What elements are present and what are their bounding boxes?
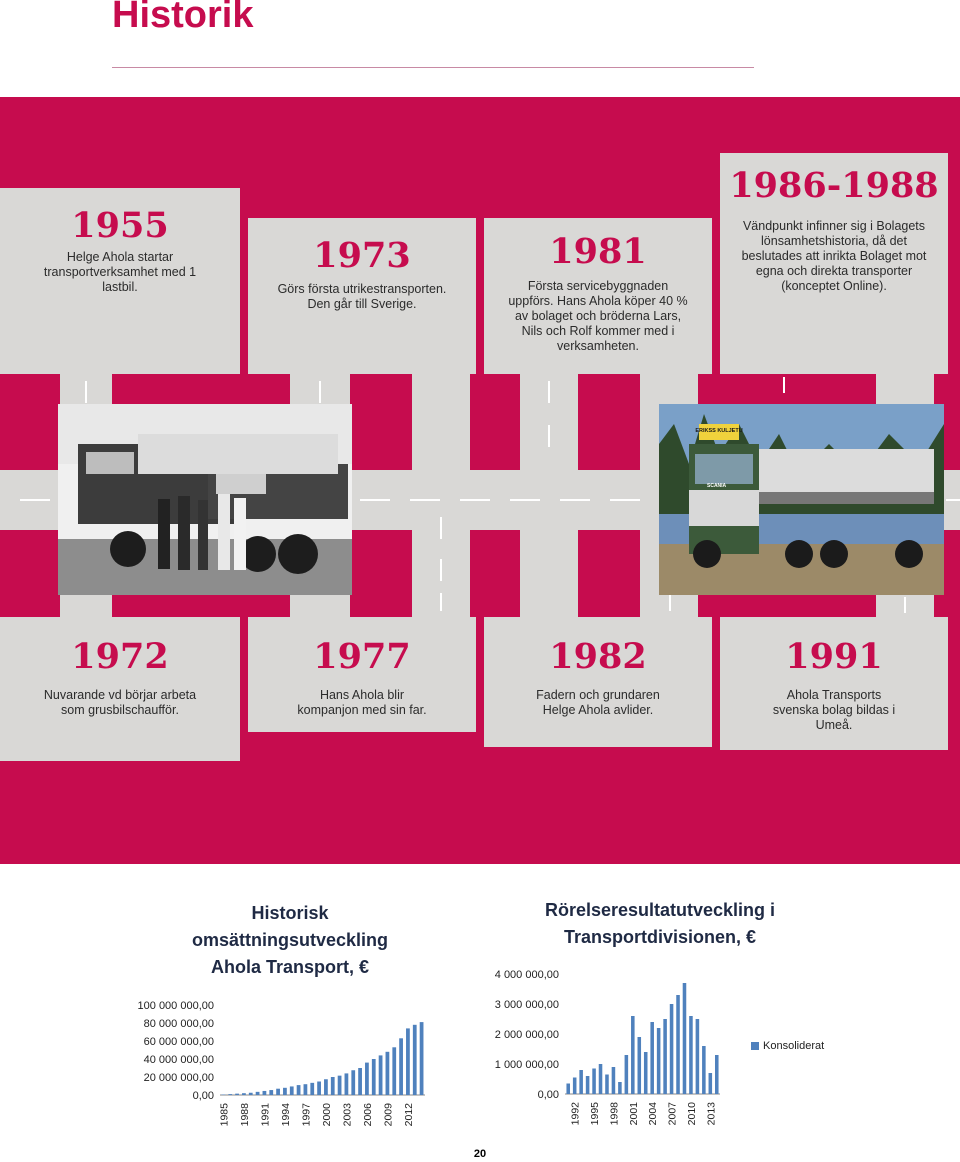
bar (351, 1070, 355, 1095)
bar (715, 1055, 719, 1094)
road-dash (440, 517, 442, 539)
revenue-title-line-1: Historisk (251, 903, 329, 923)
road-dash (946, 499, 960, 501)
y-tick-label: 60 000 000,00 (143, 1036, 214, 1048)
operating-result-chart-title (500, 897, 820, 951)
bar (573, 1078, 577, 1095)
bar (365, 1063, 369, 1095)
road-dash (460, 499, 490, 501)
vintage-trucks-photo (58, 404, 352, 595)
bar (304, 1084, 308, 1095)
timeline-text: Ahola Transports svenska bolag bildas i Umeå. (772, 688, 896, 732)
x-tick-label: 2010 (685, 1102, 698, 1126)
bar (618, 1082, 622, 1094)
timeline-year: 1973 (313, 235, 411, 276)
bar (331, 1077, 335, 1095)
bar (235, 1094, 239, 1095)
bar (413, 1025, 417, 1095)
bar (386, 1052, 390, 1095)
bar (592, 1069, 596, 1095)
timeline-text: Nuvarande vd börjar arbeta som grusbilschaufför. (43, 688, 197, 717)
bar (676, 995, 680, 1094)
x-tick-label: 1997 (300, 1103, 313, 1127)
y-tick-label: 20 000 000,00 (143, 1072, 214, 1084)
bar (228, 1094, 232, 1095)
road-dash (783, 377, 785, 393)
title-divider (112, 67, 754, 68)
legend-swatch (751, 1042, 759, 1050)
bar (324, 1079, 328, 1095)
y-tick-label: 3 000 000,00 (494, 999, 559, 1011)
x-tick-label: 1998 (608, 1102, 621, 1126)
road-dash (85, 381, 87, 403)
bar (310, 1083, 314, 1095)
bar (650, 1022, 654, 1094)
timeline-card-1973 (248, 218, 476, 374)
bar (709, 1073, 713, 1094)
timeline-card-1977 (248, 617, 476, 732)
road-dash (560, 499, 590, 501)
road-dash (548, 425, 550, 447)
bar (696, 1019, 700, 1094)
bar (256, 1092, 260, 1095)
operating-result-chart (475, 960, 855, 1132)
bar (702, 1046, 706, 1094)
bar (420, 1022, 424, 1095)
timeline-year: 1977 (313, 636, 411, 677)
bar (605, 1075, 609, 1095)
legend-label: Konsoliderat (763, 1040, 825, 1052)
bar (249, 1093, 253, 1095)
truck-sign-text: ERIKSS KULJETU (695, 428, 743, 434)
bar (263, 1091, 267, 1095)
timeline-card-1982 (484, 617, 712, 747)
x-tick-label: 1994 (279, 1103, 292, 1127)
bar (637, 1037, 641, 1094)
bar (644, 1052, 648, 1094)
page-title: Historik (112, 0, 254, 36)
road-dash (548, 381, 550, 403)
x-tick-label: 1995 (589, 1102, 602, 1126)
revenue-chart-title (130, 900, 450, 981)
road-dash (904, 597, 906, 613)
bar (599, 1064, 603, 1094)
bar (283, 1088, 287, 1095)
revenue-title-line-3: Ahola Transport, € (210, 957, 370, 977)
road-dash (610, 499, 640, 501)
x-tick-label: 2004 (647, 1102, 660, 1126)
timeline-year: 1986-1988 (729, 165, 939, 206)
x-tick-label: 2009 (382, 1103, 395, 1127)
bar (663, 1019, 667, 1094)
y-tick-label: 80 000 000,00 (143, 1018, 214, 1030)
bar (399, 1038, 403, 1095)
bar (317, 1082, 321, 1096)
timeline-text: Första servicebyggnaden uppförs. Hans Ahola köper 40 % av bolaget och bröderna Lars, Nils och Rolf kommer med i verksamheten. (508, 279, 688, 353)
x-tick-label: 2000 (320, 1103, 333, 1127)
y-tick-label: 2 000 000,00 (494, 1029, 559, 1041)
road-dash (669, 593, 671, 611)
timeline-text: Görs första utrikestransporten. Den går till Sverige. (277, 282, 447, 311)
y-tick-label: 1 000 000,00 (494, 1059, 559, 1071)
x-tick-label: 2001 (627, 1102, 640, 1126)
bar (670, 1004, 674, 1094)
bar (683, 983, 687, 1094)
bar (372, 1059, 376, 1095)
timeline-year: 1981 (549, 231, 647, 272)
x-tick-label: 1991 (259, 1103, 272, 1127)
bar (579, 1070, 583, 1094)
result-title-line-2: Transportdivisionen, € (563, 927, 757, 947)
revenue-chart (120, 990, 440, 1135)
revenue-title-line-2: omsättningsutveckling (191, 930, 389, 950)
result-title-line-1: Rörelseresultatutveckling i (544, 900, 776, 920)
timeline-card-1986-1988 (720, 153, 948, 374)
bar (566, 1084, 570, 1095)
road-dash (510, 499, 540, 501)
timeline-card-1981 (484, 218, 712, 374)
scania-truck-photo (659, 404, 944, 595)
bar (379, 1055, 383, 1095)
x-tick-label: 2013 (705, 1102, 718, 1126)
x-tick-label: 1992 (569, 1102, 582, 1126)
x-tick-label: 1988 (238, 1103, 251, 1127)
bar (345, 1073, 349, 1095)
road-vertical-4 (520, 367, 578, 617)
road-dash (360, 499, 390, 501)
x-tick-label: 2006 (361, 1103, 374, 1127)
x-tick-label: 2012 (402, 1103, 415, 1127)
timeline-text: Helge Ahola startar transportverksamhet med 1 lastbil. (43, 250, 197, 294)
bar (242, 1093, 246, 1095)
y-tick-label: 40 000 000,00 (143, 1054, 214, 1066)
bar (657, 1028, 661, 1094)
bar (612, 1067, 616, 1094)
timeline-card-1991 (720, 617, 948, 750)
bar (290, 1086, 294, 1095)
timeline-year: 1972 (71, 636, 169, 677)
y-tick-label: 4 000 000,00 (494, 969, 559, 981)
timeline-year: 1991 (785, 636, 883, 677)
road-dash (440, 593, 442, 611)
bar (406, 1028, 410, 1095)
x-tick-label: 2003 (341, 1103, 354, 1127)
y-tick-label: 0,00 (192, 1090, 214, 1102)
road-dash (20, 499, 50, 501)
road-dash (440, 559, 442, 581)
bar (297, 1085, 301, 1095)
bar (338, 1076, 342, 1095)
road-dash (319, 381, 321, 403)
bar (625, 1055, 629, 1094)
page-number: 20 (473, 1148, 487, 1160)
timeline-card-1972 (0, 617, 240, 761)
bar (276, 1089, 280, 1095)
bar (392, 1047, 396, 1095)
y-tick-label: 0,00 (537, 1089, 559, 1101)
bar (689, 1016, 693, 1094)
x-tick-label: 2007 (666, 1102, 679, 1126)
timeline-year: 1955 (71, 205, 169, 246)
timeline-card-1955 (0, 188, 240, 374)
svg-text:SCANIA (707, 483, 727, 489)
truck-grille-text: SCANIA (707, 483, 727, 489)
timeline-text: Vändpunkt infinner sig i Bolagets lönsamhetshistoria, då det beslutades att inrikta Bolaget mot egna och direkta transporter (konceptet Online). (741, 219, 927, 293)
timeline-year: 1982 (549, 636, 647, 677)
timeline-text: Hans Ahola blir kompanjon med sin far. (297, 688, 427, 717)
y-tick-label: 100 000 000,00 (137, 1000, 214, 1012)
bar (586, 1076, 590, 1094)
bar (358, 1068, 362, 1095)
bar (269, 1090, 273, 1095)
bar (631, 1016, 635, 1094)
road-dash (410, 499, 440, 501)
svg-text:ERIKSS KULJETU (695, 428, 742, 434)
x-tick-label: 1985 (218, 1103, 231, 1127)
timeline-text: Fadern och grundaren Helge Ahola avlider. (536, 688, 660, 717)
